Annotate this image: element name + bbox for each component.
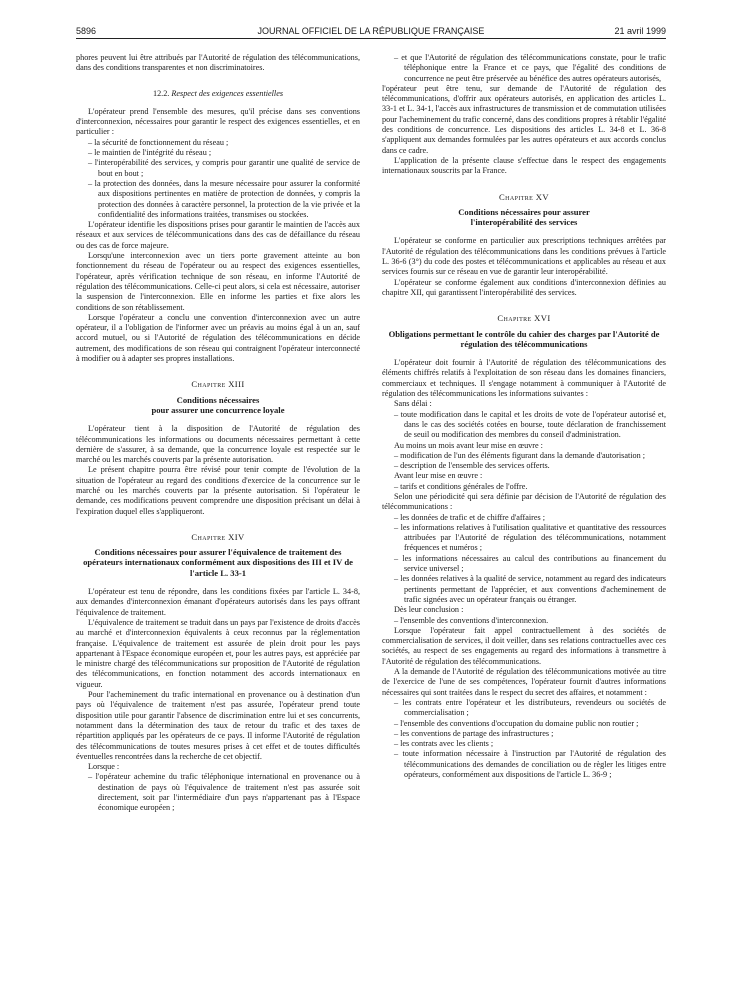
chapter-title: Obligations permettant le contrôle du cahier des charges par l'Autorité de régulation des télécommunications (388, 328, 660, 349)
chapter-title-line: Conditions nécessaires pour assurer (458, 206, 590, 217)
bullet-list (382, 513, 666, 606)
chapter-label: Chapitre XV (498, 191, 550, 202)
paragraph: L'opérateur se conforme également aux conditions d'interconnexion définies au chapitre XII, qui garantissent l'interopérabilité des services. (382, 277, 666, 297)
page-header (76, 26, 666, 39)
list-item: – la sécurité de fonctionnement du réseau ; (88, 138, 360, 148)
list-item: – les conventions de partage des infrastructures ; (394, 729, 666, 739)
list-item: – les informations nécessaires au calcul des contributions au financement du service universel ; (394, 554, 666, 575)
chapter-title: Conditions nécessaires pour assurer l'équivalence de traitement des opérateurs internationaux conformément aux dispositions des III et IV de l'article L. 33-1 (83, 547, 353, 578)
section-title: Respect des exigences essentielles (171, 88, 284, 98)
right-column (382, 53, 666, 973)
list-item: – toute information nécessaire à l'instruction par l'Autorité de régulation des télécommunications des demandes de conciliation ou de règler les litiges entre opérateurs, conformément aux dispositions de l'article L. 36-9 ; (394, 749, 666, 780)
section-heading (76, 89, 360, 99)
list-item: – description de l'ensemble des services offerts. (394, 461, 666, 471)
chapter-title (76, 395, 360, 416)
paragraph: L'équivalence de traitement se traduit dans un pays par l'existence de droits d'accès au marché et d'interconnexion équivalents à ceux reconnus par la réglementation française. L'équivalence de traitement est assurée de plein droit pour les pays appartenant à l'Espace économique européen et, pour les autres pays, est appréciée par le ministre chargé des télécommunications sur proposition de l'Autorité de régulation des télécommunications, en fonction notamment des accords internationaux en vigueur. (76, 617, 360, 689)
list-item: – les contrats avec les clients ; (394, 739, 666, 749)
paragraph: Lorsque : (88, 762, 120, 772)
paragraph: Pour l'acheminement du trafic international en provenance ou à destination d'un pays où l'équivalence de traitement n'est pas assurée, l'opérateur prend toute disposition utile pour garantir l'absence de discrimination entre lui et ses concurrents, notamment dans la détermination des taux de retour du trafic et des taxes de répartition appliqués par les opérateurs de ce pays. Il informe l'Autorité de régulation des télécommunications de toutes mesures prises à cet effet et de toutes difficultés éventuelles rencontrées dans la recherche de cet objectif. (76, 690, 360, 761)
paragraph: Dès leur conclusion : (394, 605, 464, 615)
chapter-title-line: Conditions nécessaires (176, 394, 260, 405)
section-number: 12.2. (152, 88, 170, 98)
list-item: – les données relatives à la qualité de service, notamment au regard des indicateurs pertinents permettant de l'apprécier, et aux conventions d'acheminement de trafic signées avec un opérateur français ou étranger. (394, 574, 666, 605)
chapter-title-line: pour assurer une concurrence loyale (151, 404, 285, 415)
chapter-label: Chapitre XIII (191, 379, 245, 390)
bullet-list (76, 138, 360, 220)
page-number: 5896 (76, 26, 97, 36)
list-item: – l'interopérabilité des services, y compris pour garantir une qualité de service de bout en bout ; (88, 158, 360, 179)
paragraph: L'opérateur prend l'ensemble des mesures, qu'il précise dans ses conventions d'interconnexion, nécessaires pour garantir le respect des exigences essentielles, et en particulier : (76, 106, 360, 137)
paragraph: L'opérateur est tenu de répondre, dans les conditions fixées par l'article L. 34-8, aux demandes d'interconnexion émanant d'opérateurs autorisés dans les pays offrant l'équivalence de traitement. (76, 587, 360, 617)
list-item: – tarifs et conditions générales de l'offre. (394, 482, 666, 492)
paragraph: Le présent chapitre pourra être révisé pour tenir compte de l'évolution de la situation de l'opérateur au regard des conditions d'exercice de la concurrence sur le marché ou les marchés couverts par la présente autorisation. Si l'opérateur le demande, ces modifications peuvent comprendre une disposition précisant un délai à l'expiration duquel elles s'appliqueront. (76, 465, 360, 516)
bullet-list (382, 616, 666, 626)
chapter-label: Chapitre XIV (191, 531, 245, 542)
list-item: – les données de trafic et de chiffre d'affaires ; (394, 513, 666, 523)
bullet-list (382, 482, 666, 492)
bullet-list (382, 53, 666, 84)
list-item: – la protection des données, dans la mesure nécessaire pour assurer la conformité aux dispositions pertinentes en matière de protection de données, y compris la protection des données à caractère personnel, la protection de la vie privée et la confidentialité des informations traitées, transmises ou stockées. (88, 179, 360, 220)
paragraph: L'opérateur identifie les dispositions prises pour garantir le maintien de l'accès aux réseaux et aux services de télécommunications dans des cas de défaillance du réseau ou des cas de force majeure. (76, 220, 360, 250)
paragraph: Au moins un mois avant leur mise en œuvre : (394, 440, 543, 450)
bullet-list (382, 698, 666, 780)
paragraph: Lorsqu'une interconnexion avec un tiers porte gravement atteinte au bon fonctionnement du réseau de l'opérateur ou au respect des exigences essentielles, l'opérateur, après vérification technique de son réseau, en informe l'Autorité de régulation des télécommunications. Celle-ci peut alors, si cela est nécessaire, autoriser la suspension de l'interconnexion. Elle en informe les parties et fixe alors les conditions de son rétablissement. (76, 251, 360, 312)
chapter-title (382, 207, 666, 228)
paragraph: L'opérateur doit fournir à l'Autorité de régulation des télécommunications des éléments chiffrés relatifs à l'exploitation de son réseau dans les domaines financiers, commerciaux et techniques. Il s'engage notamment à communiquer à l'Autorité de régulation des télécommunications les informations suivantes : (382, 358, 666, 399)
chapter-label: Chapitre XVI (497, 313, 551, 324)
chapter-title-line: l'interopérabilité des services (470, 217, 578, 228)
paragraph: phores peuvent lui être attribués par l'Autorité de régulation des télécommunications, dans des conditions transparentes et non discriminatoires. (76, 53, 360, 73)
bullet-list (382, 451, 666, 472)
list-item: – et que l'Autorité de régulation des télécommunications constate, pour le trafic téléphonique entre la France et ce pays, que l'égalité des conditions de concurrence ne peut être préservée au bénéfice des autres opérateurs autorisés, (394, 53, 666, 84)
list-item: – l'opérateur achemine du trafic téléphonique international en provenance ou à destination de pays où l'équivalence de traitement n'est pas assurée soit directement, soit par l'intermédiaire d'un pays n'appartenant pas à l'Espace économique européen ; (88, 772, 360, 813)
issue-date: 21 avril 1999 (614, 26, 666, 36)
list-item: – l'ensemble des conventions d'interconnexion. (394, 616, 666, 626)
list-item: – modification de l'un des éléments figurant dans la demande d'autorisation ; (394, 451, 666, 461)
paragraph: Sans délai : (394, 399, 432, 409)
paragraph: L'opérateur se conforme en particulier aux prescriptions techniques arrêtées par l'Autorité de régulation des télécommunications dans les conditions prévues à l'article L. 36-6 (3°) du code des postes et télécommunications et applicables au réseau et aux services fournis sur ce réseau en vue de garantir leur interopérabilité. (382, 236, 666, 277)
paragraph: Lorsque l'opérateur a conclu une convention d'interconnexion avec un autre opérateur, il a l'obligation de l'informer avec un préavis au moins égal à un an, sauf accord mutuel, ou si l'Autorité de régulation des télécommunications en décide autrement, des modifications de son réseau qui contraignent l'opérateur interconnecté à modifier ou à adapter ses propres installations. (76, 312, 360, 364)
left-column (76, 53, 360, 973)
list-item: – l'ensemble des conventions d'occupation du domaine public non routier ; (394, 719, 666, 729)
bullet-list (382, 410, 666, 441)
paragraph: l'opérateur peut être tenu, sur demande de l'Autorité de régulation des télécommunications, d'offrir aux opérateurs autorisés, en application des articles L. 33-1 et L. 34-1, l'accès aux infrastructures de transmission et de commutation utilisées pour l'acheminement du trafic concerné, dans des conditions propres à rétablir l'égalité des conditions de concurrence. Les dispositions des articles L. 34-8 et L. 36-8 s'appliquent aux demandes formulées par les autres opérateurs et aux accords conclus dans ce cadre. (382, 83, 666, 155)
list-item: – toute modification dans le capital et les droits de vote de l'opérateur autorisé et, dans le cas des sociétés cotées en bourse, toute déclaration de franchissement de seuil ou modification des membres du conseil d'administration. (394, 410, 666, 441)
paragraph: Selon une périodicité qui sera définie par décision de l'Autorité de régulation des télécommunications : (382, 491, 666, 512)
paragraph: L'opérateur tient à la disposition de l'Autorité de régulation des télécommunications les informations ou documents nécessaires permettant à cette dernière de s'assurer, à sa demande, que la concurrence loyale est respectée sur le marché ou les marchés couverts par la présente autorisation. (76, 424, 360, 465)
list-item: – les informations relatives à l'utilisation qualitative et quantitative des ressources attribuées par l'Autorité de régulation des télécommunications, notamment fréquences et numéros ; (394, 523, 666, 554)
paragraph: Avant leur mise en œuvre : (394, 471, 483, 481)
paragraph: A la demande de l'Autorité de régulation des télécommunications motivée au titre de l'exercice de l'une de ses compétences, l'opérateur fournit d'autres informations nécessaires qui sont traitées dans le respect du secret des affaires, et notamment : (382, 667, 666, 697)
list-item: – le maintien de l'intégrité du réseau ; (88, 148, 360, 158)
paragraph: Lorsque l'opérateur fait appel contractuellement à des sociétés de commercialisation de services, il doit veiller, dans ses relations contractuelles avec ces sociétés, au respect de ses engagements au regard des informations à transmettre à l'Autorité de régulation des télécommunications. (382, 625, 666, 666)
paragraph: L'application de la présente clause s'effectue dans le respect des engagements internationaux souscrits par la France. (382, 155, 666, 176)
list-item: – les contrats entre l'opérateur et les distributeurs, revendeurs ou sociétés de commercialisation ; (394, 698, 666, 719)
journal-title: JOURNAL OFFICIEL DE LA RÉPUBLIQUE FRANÇAISE (257, 26, 485, 36)
bullet-list (76, 772, 360, 813)
